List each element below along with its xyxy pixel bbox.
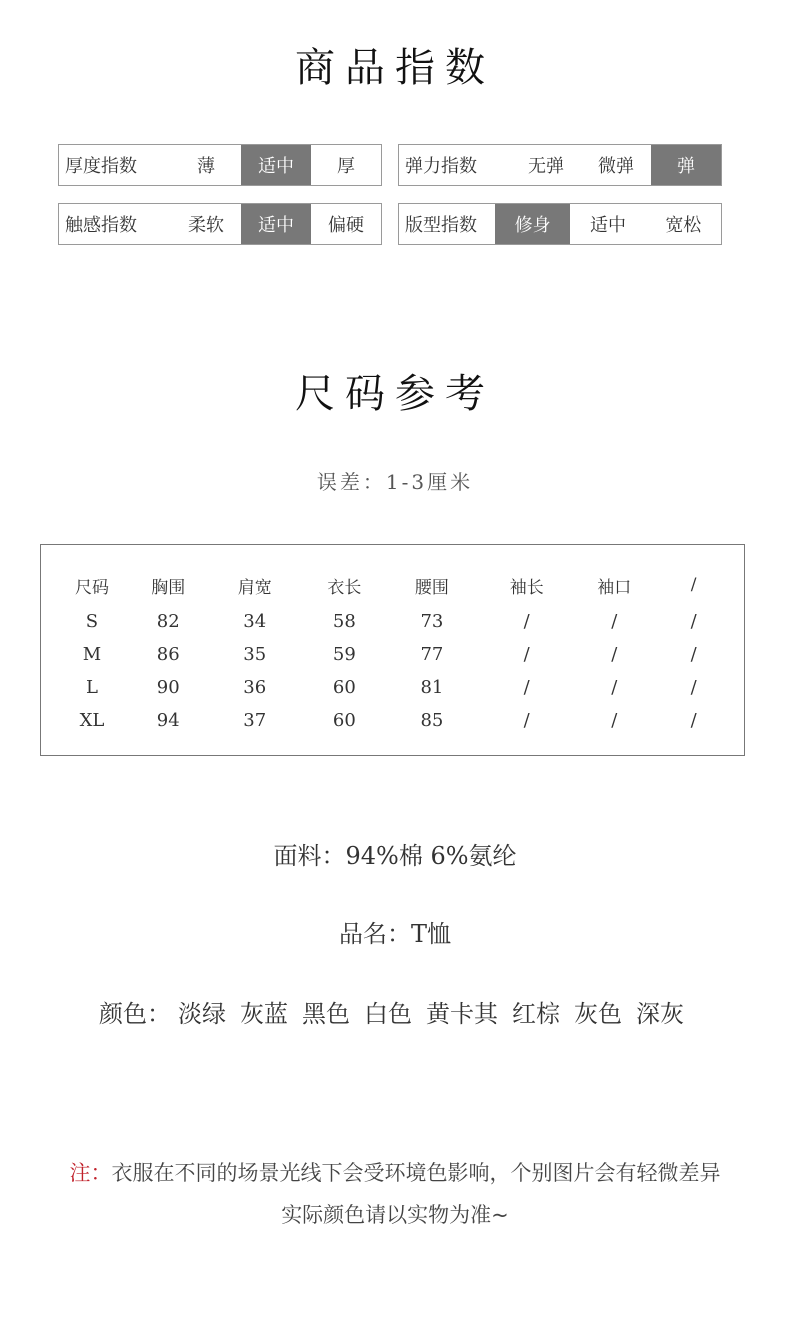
table-cell: 34 xyxy=(243,611,267,632)
product-index-title: 商品指数 xyxy=(295,45,495,91)
table-cell: / xyxy=(523,644,530,665)
thickness-option-medium: 适中 xyxy=(241,145,311,185)
table-cell: XL xyxy=(79,710,105,731)
fit-option-slim: 修身 xyxy=(495,204,570,244)
table-cell: / xyxy=(690,611,697,632)
header-cuff: 袖口 xyxy=(597,577,632,598)
table-cell: 77 xyxy=(420,644,444,665)
header-length: 衣长 xyxy=(327,577,362,598)
header-sleeve-length: 袖长 xyxy=(509,577,544,598)
table-row xyxy=(59,638,739,671)
table-cell: / xyxy=(523,677,530,698)
color-label: 颜色： xyxy=(99,1000,171,1028)
fabric-info xyxy=(0,836,790,871)
table-cell: / xyxy=(611,677,618,698)
table-cell: 82 xyxy=(156,611,180,632)
color-item: 深灰 xyxy=(636,1000,684,1028)
table-cell: 81 xyxy=(420,677,444,698)
note-label: 注： xyxy=(69,1161,112,1185)
table-cell: 94 xyxy=(156,710,180,731)
header-shoulder: 肩宽 xyxy=(237,577,272,598)
table-cell: 36 xyxy=(243,677,267,698)
touch-option-soft: 柔软 xyxy=(188,215,224,236)
table-cell: 90 xyxy=(156,677,180,698)
thickness-index xyxy=(58,144,382,186)
table-cell: / xyxy=(690,710,697,731)
color-item: 灰色 xyxy=(574,1000,622,1028)
header-extra: / xyxy=(690,575,697,595)
elasticity-option-slight: 微弹 xyxy=(598,156,634,177)
color-info xyxy=(0,994,790,1029)
size-reference-title: 尺码参考 xyxy=(295,371,495,417)
table-cell: / xyxy=(523,710,530,731)
table-cell: / xyxy=(690,677,697,698)
table-row xyxy=(59,704,739,737)
product-name-label: 品名： xyxy=(338,920,411,948)
table-cell: 86 xyxy=(156,644,180,665)
header-chest: 胸围 xyxy=(151,577,186,598)
table-row xyxy=(59,671,739,704)
table-cell: / xyxy=(611,710,618,731)
color-item: 黄卡其 xyxy=(426,1000,498,1028)
color-item: 淡绿 xyxy=(178,1000,226,1028)
table-cell: / xyxy=(690,644,697,665)
table-cell: 60 xyxy=(332,677,356,698)
header-size: 尺码 xyxy=(74,577,109,598)
thickness-option-thin: 薄 xyxy=(197,156,215,177)
color-item: 灰蓝 xyxy=(240,1000,288,1028)
touch-option-medium: 适中 xyxy=(241,204,311,244)
fit-index-label: 版型指数 xyxy=(405,215,477,236)
table-cell: L xyxy=(85,677,98,698)
elasticity-option-none: 无弹 xyxy=(528,156,564,177)
color-item: 黑色 xyxy=(302,1000,350,1028)
touch-index xyxy=(58,203,382,245)
size-table-header-row xyxy=(59,565,739,605)
fit-index xyxy=(398,203,722,245)
header-waist: 腰围 xyxy=(414,577,449,598)
elasticity-index xyxy=(398,144,722,186)
table-cell: 73 xyxy=(420,611,444,632)
tolerance-note: 误差：1-3厘米 xyxy=(316,470,474,494)
color-note xyxy=(0,1157,790,1187)
size-table xyxy=(59,565,739,737)
color-item: 白色 xyxy=(364,1000,412,1028)
table-cell: 58 xyxy=(332,611,356,632)
thickness-index-label: 厚度指数 xyxy=(65,156,137,177)
touch-index-label: 触感指数 xyxy=(65,215,137,236)
color-note-line2: 实际颜色请以实物为准~ xyxy=(281,1203,509,1227)
color-item: 红棕 xyxy=(512,1000,560,1028)
thickness-option-thick: 厚 xyxy=(337,156,355,177)
table-cell: 59 xyxy=(332,644,356,665)
touch-option-hard: 偏硬 xyxy=(328,215,364,236)
elasticity-index-label: 弹力指数 xyxy=(405,156,477,177)
fabric-value: 94%棉 6%氨纶 xyxy=(345,842,517,870)
table-cell: 60 xyxy=(332,710,356,731)
table-cell: / xyxy=(523,611,530,632)
note-text-line1: 衣服在不同的场景光线下会受环境色影响，个别图片会有轻微差异 xyxy=(111,1161,721,1185)
table-cell: 85 xyxy=(420,710,444,731)
fit-option-loose: 宽松 xyxy=(665,215,702,236)
fabric-label: 面料： xyxy=(273,842,346,870)
size-table-frame xyxy=(40,544,745,756)
table-cell: S xyxy=(85,611,99,632)
fit-option-regular: 适中 xyxy=(589,215,626,236)
table-row xyxy=(59,605,739,638)
table-cell: M xyxy=(82,644,102,665)
product-name-value: T恤 xyxy=(410,920,451,948)
table-cell: 35 xyxy=(243,644,267,665)
product-name-info xyxy=(0,914,790,949)
elasticity-option-elastic: 弹 xyxy=(651,145,721,185)
table-cell: / xyxy=(611,644,618,665)
table-cell: 37 xyxy=(243,710,267,731)
table-cell: / xyxy=(611,611,618,632)
